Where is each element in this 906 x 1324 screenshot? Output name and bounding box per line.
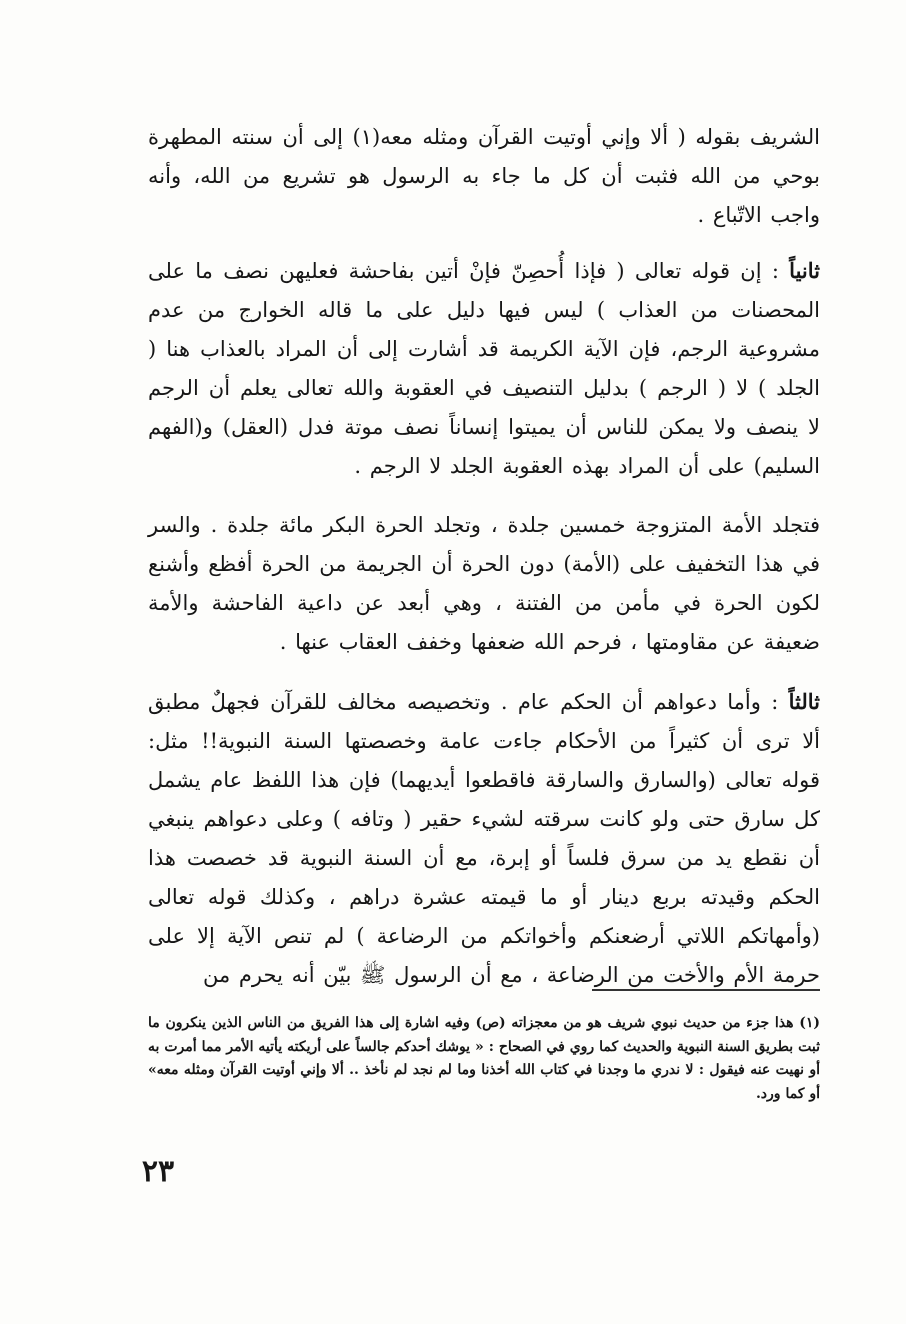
footnote xyxy=(148,1012,820,1106)
paragraph-4 xyxy=(148,682,820,995)
paragraph-4-lead: ثالثاً xyxy=(788,689,820,714)
footnote-text: (١) هذا جزء من حديث نبوي شريف هو من معجزاته (ص) وفيه اشارة إلى هذا الفريق من الناس الذين ينكرون ما ثبت بطريق السنة النبوية والحديث كما روي في الصحاح : « يوشك أحدكم جالساً على أريكته يأتيه الأمر مما أمرت به أو نهيت عنه فيقول : لا ندري ما وجدنا في كتاب الله أخذنا وما لم نجد لم نأخذ .. ألا وإني أوتيت القرآن ومثله معه» أو كما ورد. xyxy=(148,1015,820,1102)
paragraph-3 xyxy=(148,506,820,662)
paragraph-1-text: الشريف بقوله ( ألا وإني أوتيت القرآن ومثله معه(١) إلى أن سنته المطهرة بوحي من الله فثبت أن كل ما جاء به الرسول هو تشريع من الله، وأنه واجب الاتّباع . xyxy=(148,125,820,227)
paragraph-2-lead: ثانياً xyxy=(789,258,820,283)
paragraph-2 xyxy=(148,251,820,486)
paragraph-2-text: : إن قوله تعالى ( فإذا أُحصِنّ فإنْ أتين بفاحشة فعليهن نصف ما على المحصنات من العذاب ) ليس فيها دليل على ما قاله الخوارج من عدم مشروعية الرجم، فإن الآية الكريمة قد أشارت إلى أن المراد بالعذاب هنا ( الجلد ) لا ( الرجم ) بدليل التنصيف في العقوبة والله تعالى يعلم أن الرجم لا ينصف ولا يمكن للناس أن يميتوا إنساناً نصف موتة فدل (العقل) و(الفهم السليم) على أن المراد بهذه العقوبة الجلد لا الرجم . xyxy=(148,259,820,478)
page-number: ٢٣ xyxy=(141,1154,175,1189)
paragraph-4-text: : وأما دعواهم أن الحكم عام . وتخصيصه مخالف للقرآن فجهلٌ مطبق ألا ترى أن كثيراً من الأحكام جاءت عامة وخصصتها السنة النبوية!! مثل: قوله تعالى (والسارق والسارقة فاقطعوا أيديهما) فإن هذا اللفظ عام يشمل كل سارق حتى ولو كانت سرقته لشيء حقير ( وتافه ) وعلى دعواهم ينبغي أن نقطع يد من سرق فلساً أو إبرة، مع أن السنة النبوية قد خصصت هذا الحكم وقيدته بربع دينار أو ما قيمته عشرة دراهم ، وكذلك قوله تعالى (وأمهاتكم اللاتي أرضعنكم وأخواتكم من الرضاعة ) لم تنص الآية إلا على حرمة الأم والأخت من الرضاعة ، مع أن الرسول ﷺ بيّن أنه يحرم من xyxy=(148,690,820,987)
paragraph-3-text: فتجلد الأمة المتزوجة خمسين جلدة ، وتجلد الحرة البكر مائة جلدة . والسر في هذا التخفيف على (الأمة) دون الحرة أن الجريمة من الحرة أفظع وأشنع لكون الحرة في مأمن من الفتنة ، وهي أبعد عن داعية الفاحشة والأمة ضعيفة عن مقاومتها ، فرحم الله ضعفها وخفف العقاب عنها . xyxy=(148,513,820,654)
page-body xyxy=(148,118,820,1015)
footnote-divider xyxy=(592,989,820,991)
paragraph-1 xyxy=(148,118,820,235)
